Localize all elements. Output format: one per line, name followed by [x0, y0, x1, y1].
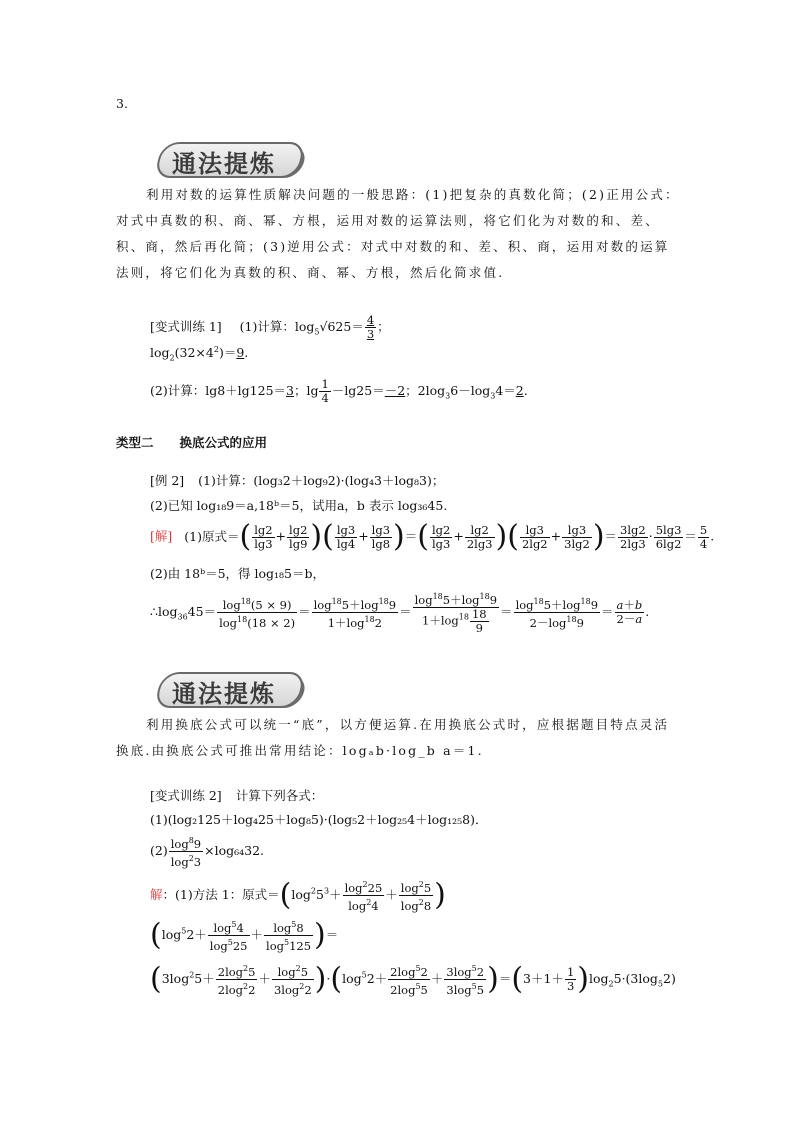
example2-q1: [例 2] (1)计算：(log₃2＋log₉2)·(log₄3＋log₈3)； — [150, 473, 445, 488]
summary-paragraph-2: 利用换底公式可以统一“底”，以方便运算.在用换底公式时，应根据题目特点灵活换底.由换底公式可推出常用结论：logₐb·log_b a＝1. — [116, 717, 670, 758]
variant2-solution-1: 解：(1)方法 1：原式$=(\log^25^3+$ $\frac{\log^225}{\log^24}$ ＋ $\frac{\log^25}{\log^28}$ ) — [150, 877, 446, 913]
solution-label: [解] — [150, 528, 173, 544]
variant1-q1b-answer: 9 — [236, 345, 245, 361]
variant2-q2: (2) $\frac{\log^89}{\log^23}$ ×log₆₄32. — [150, 836, 265, 869]
banner-title: 通法提炼 — [172, 150, 276, 178]
variant1-title: [变式训练 1] — [150, 319, 222, 334]
example2-solution-3: $\therefore\log_{36}45=$ $\frac{\log^{18}(5 \times 9)}{\log^{18}(18 \times 2)}$ ＝ $\frac{\log^{18}5+\log^{18}9}{1+\log^{18}2}$ ＝ $\log^{18}5+\log^{18}9$ $1+\log^{18}$ $\frac{18}{9}$ ＝ $\frac{\log^{18}5+\log^{18}9}{2-\log^{18}9}$ ＝ $\frac{a+b}{2-a}$ . — [150, 592, 650, 635]
variant1-ans2: －2 — [384, 383, 406, 398]
example2-q2: (2)已知 log₁₈9＝a,18ᵇ＝5，试用a，b 表示 log₃₆45. — [150, 498, 448, 513]
method-summary-banner — [158, 142, 308, 180]
variant1-line2: $\log_2(32\times 4^2)=9$. — [150, 345, 249, 363]
banner2-title: 通法提炼 — [172, 680, 276, 708]
variant2-solution-label: 解 — [150, 886, 163, 902]
variant1-ans1: 3 — [286, 383, 294, 398]
type2-heading: 类型二 换底公式的应用 — [116, 435, 268, 450]
variant1-q1-answer: $\frac{4}{3}$ — [366, 313, 375, 341]
variant1-q1-label: (1)计算： — [239, 319, 295, 334]
variant2-title-line: [变式训练 2] 计算下列各式： — [150, 788, 324, 803]
variant1-line3: (2)计算：lg8＋lg125＝3；lg $\frac{1}{4}$ －lg25＝－2；$2\log_36-\log_34=2$. — [150, 377, 528, 405]
variant1-ans3: 2 — [515, 383, 524, 398]
variant1-line1: [变式训练 1] (1)计算：$\log_5√625=$ $\frac{4}{3}$ ； — [150, 313, 390, 341]
summary-paragraph-1: 利用对数的运算性质解决问题的一般思路：(1)把复杂的真数化简；(2)正用公式：对式中真数的积、商、幂、方根，运用对数的运算法则，将它们化为对数的和、差、积、商，然后再化简；(3)逆用公式：对式中对数的和、差、积、商，运用对数的运算法则，将它们化为真数的积、商、幂、方根，然后化简求值. — [116, 187, 680, 280]
variant2-q1: (1)(log₂125＋log₄25＋log₈5)·(log₅2＋log₂₅4＋log₁₂₅8)． — [150, 812, 488, 827]
method-summary-banner-2 — [158, 672, 308, 710]
example2-solution-1: [解] (1)原式＝( $\frac{\lg 2}{\lg 3}$ + $\frac{\lg 2}{\lg 9}$ )( $\frac{\lg 3}{\lg 4}$ + $\frac{\lg 3}{\lg 8}$ )＝( $\frac{\lg 2}{\lg 3}$ + $\frac{\lg 2}{2\lg 3}$ )( $\frac{\lg 3}{2\lg 2}$ + $\frac{\lg 3}{3\lg 2}$ )＝ $\frac{3\lg 2}{2\lg 3}$ · $\frac{5\lg 3}{6\lg 2}$ ＝ $\frac{5}{4}$ . — [150, 519, 715, 554]
variant2-solution-3: ($3\log^25+$ $\frac{2\log^25}{2\log^22}$ ＋ $\frac{\log^25}{3\log^22}$ )$\cdot(\log^52+$ $\frac{2\log^52}{2\log^55}$ ＋ $\frac{3\log^52}{3\log^55}$ )＝(3＋1＋ $\frac{1}{3}$ )$\log_25\cdot(3\log_52)$ — [150, 961, 676, 997]
example2-solution-2: (2)由 18ᵇ＝5，得 log₁₈5＝b， — [150, 566, 326, 581]
page-number: 3. — [116, 96, 128, 111]
variant2-solution-2: ($\log^52+$ $\frac{\log^54}{\log^525}$ ＋ $\frac{\log^58}{\log^5125}$ )＝ — [150, 917, 339, 953]
